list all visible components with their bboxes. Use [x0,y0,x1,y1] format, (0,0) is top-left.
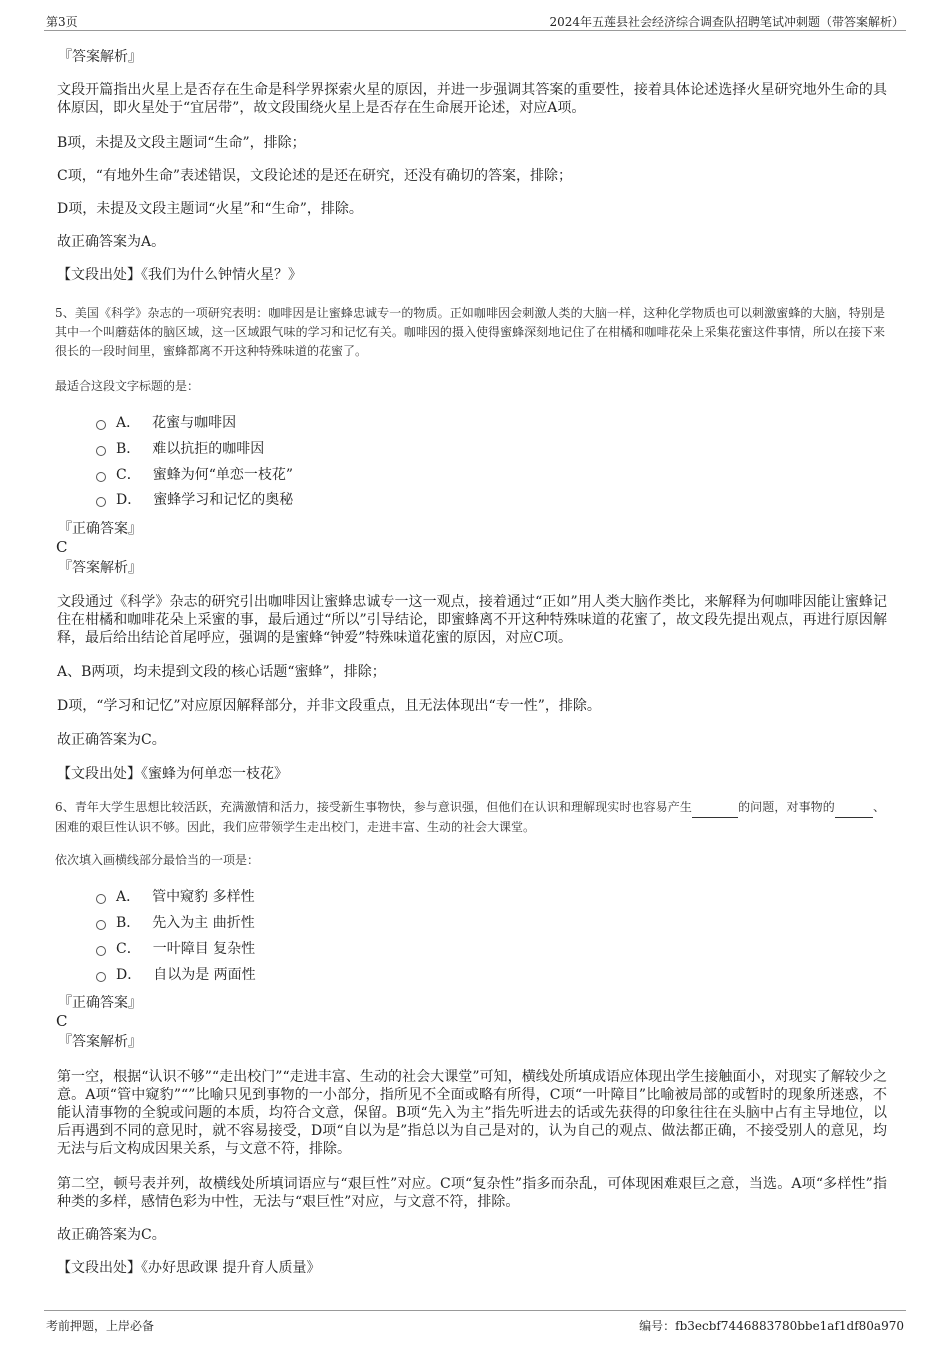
question-5-option-a[interactable]: A． 花蜜与咖啡因 [96,414,236,432]
analysis-paragraph: D项，“学习和记忆”对应原因解释部分，并非文段重点，且无法体现出“专一性”，排除。 [57,698,601,714]
source-line [57,266,887,284]
analysis-paragraph: B项，未提及文段主题词“生命”，排除； [57,135,306,151]
page-footer [44,1310,906,1337]
question-6-option-c[interactable]: C． 一叶障目 复杂性 [96,940,255,958]
radio-button[interactable] [96,920,106,930]
question-5-option-c[interactable]: C． 蜜蜂为何“单恋一枝花” [96,466,293,484]
radio-button[interactable] [96,894,106,904]
answer-conclusion: 故正确答案为C。 [57,1227,166,1243]
radio-button[interactable] [96,946,106,956]
source-title: 《蜜蜂为何单恋一枝花》 [141,766,288,782]
question-6-text: 6、青年大学生思想比较活跃，充满激情和活力，接受新生事物快，参与意识强，但他们在认识和理解现实时也容易产生 的问题，对事物的 、困难的艰巨性认识不够。因此，我们应带领学生走出校门，走进丰富、生动的社会大课堂。 [55,800,885,834]
question-5-option-d[interactable]: D． 蜜蜂学习和记忆的奥秘 [96,491,293,509]
analysis-label: 『答案解析』 [58,49,142,65]
page-number: 第3页 [46,15,78,29]
analysis-label: 『答案解析』 [58,1034,142,1050]
question-6-option-a[interactable]: A． 管中窥豹 多样性 [96,888,255,906]
analysis-label: 『答案解析』 [58,560,142,576]
source-title: 《办好思政课 提升育人质量》 [141,1260,321,1276]
radio-button[interactable] [96,472,106,482]
analysis-paragraph: 文段开篇指出火星上是否存在生命是科学界探索火星的原因，并进一步强调其答案的重要性，接着具体论述选择火星研究地外生命的具体原因，即火星处于“宜居带”，故文段围绕火星上是否存在生命展开论述，对应A项。 [57,82,887,116]
correct-answer-label: 『正确答案』 [58,995,142,1011]
radio-button[interactable] [96,420,106,430]
question-5-prompt: 最适合这段文字标题的是： [55,379,200,393]
correct-answer-label: 『正确答案』 [58,521,142,537]
document-title: 2024年五莲县社会经济综合调查队招聘笔试冲刺题（带答案解析） [549,15,904,29]
answer-conclusion: 故正确答案为A。 [57,234,166,250]
radio-button[interactable] [96,446,106,456]
question-6-prompt: 依次填入画横线部分最恰当的一项是： [55,853,260,867]
analysis-paragraph: D项，未提及文段主题词“火星”和“生命”，排除。 [57,201,363,217]
analysis-paragraph: 第一空，根据“认识不够”“走出校门”“走进丰富、生动的社会大课堂”可知，横线处所填成语应体现出学生接触面小，对现实了解较少之意。A项“管中窥豹”“”比喻只见到事物的一小部分，指所见不全面或略有所得，C项“一叶障目”比喻被局部的或暂时的现象所迷惑，不能认清事物的全貌或问题的本质，均符合文意，保留。B项“先入为主”指先听进去的话或先获得的印象往往在头脑中占有主导地位，以后再遇到不同的意见时，就不容易接受，D项“自以为是”指总以为自己是对的，认为自己的观点、做法都正确，不接受别人的意见，均无法与后文构成因果关系，与文意不符，排除。 [57,1069,887,1157]
source-label: 【文段出处】 [57,766,141,782]
page-header [44,10,906,31]
source-label: 【文段出处】 [57,267,141,283]
fill-blank-1 [692,798,738,818]
footer-slogan: 考前押题，上岸必备 [46,1319,155,1333]
question-5-text: 5、美国《科学》杂志的一项研究表明：咖啡因是让蜜蜂忠诚专一的物质。正如咖啡因会刺激人类的大脑一样，这种化学物质也可以刺激蜜蜂的大脑，特别是其中一个叫蘑菇体的脑区域，这一区域跟气味的学习和记忆有关。咖啡因的摄入使得蜜蜂深刻地记住了在柑橘和咖啡花朵上采集花蜜这件事情，所以在接下来很长的一段时间里，蜜蜂都离不开这种特殊味道的花蜜了。 [55,306,885,358]
radio-button[interactable] [96,972,106,982]
question-6-option-b[interactable]: B． 先入为主 曲折性 [96,914,255,932]
analysis-paragraph: C项，“有地外生命”表述错误，文段论述的是还在研究，还没有确切的答案，排除； [57,168,573,184]
source-label: 【文段出处】 [57,1260,141,1276]
answer-conclusion: 故正确答案为C。 [57,732,166,748]
analysis-paragraph: 文段通过《科学》杂志的研究引出咖啡因让蜜蜂忠诚专一这一观点，接着通过“正如”用人类大脑作类比，来解释为何咖啡因能让蜜蜂记住在柑橘和咖啡花朵上采蜜的事，最后通过“所以”引导结论，即蜜蜂离不开这种特殊味道的花蜜了，故文段先提出观点，再进行原因解释，最后给出结论首尾呼应，强调的是蜜蜂“钟爱”特殊味道花蜜的原因，对应C项。 [57,594,887,646]
document-id: 编号：fb3ecbf7446883780bbe1af1df80a970 [639,1319,904,1333]
source-line [57,765,887,783]
source-title: 《我们为什么钟情火星？》 [141,267,302,283]
question-6-option-d[interactable]: D． 自以为是 两面性 [96,966,256,984]
analysis-paragraph: 第二空，顿号表并列，故横线处所填词语应与“艰巨性”对应。C项“复杂性”指多而杂乱，可体现困难艰巨之意，当选。A项“多样性”指种类的多样，感情色彩为中性，无法与“艰巨性”对应，与文意不符，排除。 [57,1176,887,1210]
fill-blank-2 [835,798,873,818]
correct-answer: C [56,1012,68,1030]
radio-button[interactable] [96,497,106,507]
correct-answer: C [56,538,68,556]
analysis-paragraph: A、B两项，均未提到文段的核心话题“蜜蜂”，排除； [57,664,386,680]
question-5-option-b[interactable]: B． 难以抗拒的咖啡因 [96,440,264,458]
source-line [57,1259,887,1277]
